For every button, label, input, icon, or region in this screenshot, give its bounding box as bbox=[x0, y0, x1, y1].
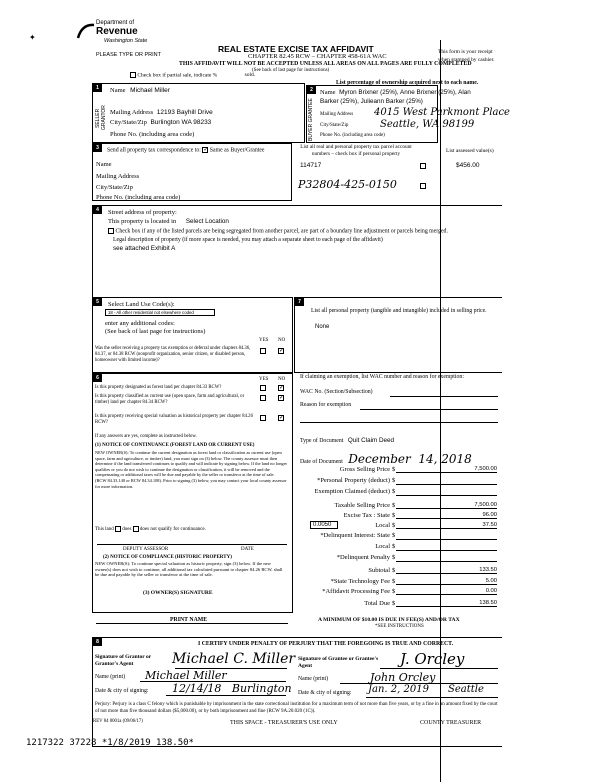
grantee-name: John Orcley bbox=[370, 671, 436, 684]
form-title: REAL ESTATE EXCISE TAX AFFIDAVIT bbox=[218, 44, 374, 54]
form-warning: THIS AFFIDAVIT WILL NOT BE ACCEPTED UNLESS ALL AREAS ON ALL PAGES ARE FULLY COMPLETED bbox=[179, 61, 472, 67]
parcel-1-value: $456.00 bbox=[456, 162, 480, 169]
seller-mailing-label: Mailing Address bbox=[110, 109, 154, 116]
grantee-name-label: Name (print) bbox=[298, 676, 329, 682]
additional-codes-label: enter any additional codes: bbox=[105, 320, 175, 327]
grantor-date-label: Date & city of signing: bbox=[95, 688, 149, 694]
does-not-qualify-checkbox[interactable] bbox=[133, 526, 139, 532]
forest-q1-yes-checkbox[interactable] bbox=[260, 385, 266, 391]
section-4-street bbox=[92, 205, 502, 297]
treasurer-use: THIS SPACE - TREASURER'S USE ONLY bbox=[230, 720, 338, 726]
corr-phone-label: Phone No. (including area code) bbox=[96, 194, 181, 201]
deputy-date-label: DATE bbox=[241, 547, 254, 552]
section-7-personal-property bbox=[294, 297, 502, 373]
personal-property-value: None bbox=[315, 324, 330, 330]
personal-property-label: List all personal property (tangible and intangible) included in selling price. bbox=[311, 308, 487, 314]
forest-q3-no-checkbox[interactable]: ✓ bbox=[279, 415, 285, 421]
notice1-text: NEW OWNER(S): To continue the current designation as forest land or classification as current use (open space, farm and agriculture, or timber) land, you must sign on (3) below. The county assessor must then determine if the land transferred continues to qualify and will indicate by signing below. If the land no longer qualifies or you do not wish to continue the designation or classification, it will be removed and the compensating or additional taxes will be due and payable by the seller or transferor at the time of sale. (RCW 84.33.140 or RCW 84.34.108). Prior to signing (3) below, you may contact your local county assessor for more information. bbox=[95, 450, 287, 489]
agency-line3: Washington State bbox=[104, 38, 148, 44]
local-rate-input[interactable]: 0.0050 bbox=[310, 521, 338, 529]
section-1-seller bbox=[92, 83, 305, 143]
cashier-stamp: 1217322 37228 *1/8/2019 138.50* bbox=[26, 738, 194, 748]
minimum-fee-note: A MINIMUM OF $10.00 IS DUE IN FEE(S) AND/OR TAX bbox=[318, 617, 460, 623]
seller-name-label: Name bbox=[110, 87, 126, 94]
grantor-date-line bbox=[166, 695, 286, 696]
ownership-instructions: List percentage of ownership acquired next to each name. bbox=[336, 80, 479, 86]
seller-mailing: 12193 Bayhill Drive bbox=[156, 109, 213, 116]
section-3-badge: 3 bbox=[93, 144, 102, 152]
receipt-note: This form is your receipt when stamped by cashier. bbox=[438, 49, 495, 63]
exemption-claim: If claiming an exemption, list WAC number and reason for exemption: bbox=[300, 374, 464, 380]
see-back: (See back of last page for instructions) bbox=[252, 68, 330, 73]
forest-no-header: NO bbox=[278, 377, 286, 382]
legal-description-value: see attached Exhibit A bbox=[113, 245, 176, 252]
buyer-city-label: City/State/Zip bbox=[320, 123, 349, 128]
buyer-city: Seattle, WA 98199 bbox=[380, 119, 475, 130]
forest-q3: Is this property receiving special valuation as historical property per chapter 84.26 RCW? bbox=[95, 414, 253, 425]
land-use-code-select[interactable]: 18 - All other residential not elsewhere coded bbox=[105, 309, 215, 316]
doc-date-value: December 14, 2018 bbox=[348, 452, 472, 466]
corr-city-label: City/State/Zip bbox=[96, 184, 133, 191]
grantee-sig-line bbox=[380, 668, 498, 669]
segregated-label: Check box if any of the listed parcels are being segregated from another parcel, are part of a boundary line adjustment or parcels being merged. bbox=[115, 228, 448, 235]
buyer-mailing: 4015 West Parkmont Place bbox=[374, 107, 510, 118]
q1-no-checkbox[interactable]: ✓ bbox=[279, 348, 285, 354]
correspondence-label: Send all property tax correspondence to: bbox=[107, 147, 201, 154]
forest-q2-no-checkbox[interactable]: ✓ bbox=[279, 395, 285, 401]
deputy-assessor-line bbox=[97, 544, 287, 545]
grantee-date: Jan. 2, 2019 Seattle bbox=[368, 684, 484, 695]
same-as-buyer-label: Same as Buyer/Grantee bbox=[209, 147, 265, 154]
forest-q2-yes-checkbox[interactable] bbox=[260, 395, 266, 401]
agency-line2: Revenue bbox=[96, 26, 138, 37]
section-5-badge: 5 bbox=[93, 298, 102, 306]
wac-line bbox=[390, 396, 498, 397]
seller-name: Michael Miller bbox=[130, 87, 170, 94]
notice2-text: NEW OWNER(S): To continue special valuation as historic property, sign (3) below. If the new owner(s) does not wish to continue, all additional tax calculated pursuant to chapter 84.26 RCW, shall be due and payable by the seller or transferor at the time of sale. bbox=[95, 561, 283, 578]
partial-sale-checkbox[interactable] bbox=[130, 72, 136, 78]
notice1-title: (1) NOTICE OF CONTINUANCE (FOREST LAND OR CURRENT USE) bbox=[95, 443, 255, 448]
assessed-header: List assessed value(s) bbox=[446, 148, 494, 154]
section-3-correspondence bbox=[92, 143, 292, 201]
buyer-name-line2: Barker (25%), Julieann Barker (25%) bbox=[320, 98, 423, 105]
forest-yes-header: YES bbox=[259, 377, 269, 382]
see-instructions: *SEE INSTRUCTIONS bbox=[375, 624, 424, 629]
forest-q2: Is this property classified as current use (open space, farm and agricultural, or timber) land per chapter 84.34 RCW? bbox=[95, 394, 245, 405]
grantor-signature: Michael C. Miller bbox=[172, 651, 296, 667]
certify-statement: I CERTIFY UNDER PENALTY OF PERJURY THAT THE FOREGOING IS TRUE AND CORRECT. bbox=[198, 641, 454, 647]
form-chapter: CHAPTER 82.45 RCW – CHAPTER 458-61A WAC bbox=[248, 53, 387, 60]
same-as-buyer-checkbox[interactable]: ✓ bbox=[203, 147, 209, 153]
seller-vlabel: SELLER GRANTOR bbox=[95, 105, 107, 131]
legal-description-label: Legal description of property (if more space is needed, you may attach a separate sheet to each page of the affidavit) bbox=[113, 237, 383, 243]
section-7-badge: 7 bbox=[295, 298, 304, 306]
q1-yes-header: YES bbox=[259, 338, 269, 343]
grantee-date-line bbox=[366, 697, 498, 698]
parcel-1-number: 114717 bbox=[300, 162, 322, 169]
grantor-date: 12/14/18 Burlington bbox=[172, 682, 292, 695]
agency-line1: Department of bbox=[96, 20, 135, 26]
section-1-badge: 1 bbox=[93, 84, 102, 92]
parcel-1-personal-checkbox[interactable] bbox=[420, 163, 426, 169]
forest-q1-no-checkbox[interactable]: ✓ bbox=[279, 385, 285, 391]
grantee-signature: J. Orcley bbox=[400, 650, 465, 668]
seller-city-label: City/State/Zip bbox=[110, 119, 147, 126]
section-8-badge: 8 bbox=[93, 638, 102, 646]
section-5-land-use bbox=[92, 297, 293, 373]
located-in-label: This property is located in bbox=[108, 218, 177, 225]
reason-line-2 bbox=[300, 422, 498, 423]
please-type: PLEASE TYPE OR PRINT bbox=[96, 52, 162, 58]
doc-type-label: Type of Document bbox=[300, 438, 344, 444]
buyer-phone-label: Phone No. (including area code) bbox=[320, 133, 385, 138]
perjury-note: Perjury: Perjury is a class C felony which is punishable by imprisonment in the state correctional institution for a maximum term of not more than five years, or by a fine in an amount fixed by the court of not more than five thousand dollars ($5,000.00), or by both imprisonment and fine (RCW 9A.20.020 (1C)). bbox=[95, 702, 498, 714]
partial-sale: Check box if partial sale, indicate % sold. bbox=[130, 72, 255, 78]
grantor-name: Michael Miller bbox=[145, 669, 227, 682]
grantee-date-label: Date & city of signing: bbox=[298, 690, 352, 696]
q1-no-header: NO bbox=[278, 338, 286, 343]
land-use-label: Select Land Use Code(s): bbox=[108, 301, 175, 308]
forest-q3-yes-checkbox[interactable] bbox=[260, 415, 266, 421]
seller-phone-label: Phone No. (including area code) bbox=[110, 131, 195, 138]
forest-if-yes: If any answers are yes, complete as instructed below. bbox=[95, 434, 197, 439]
doc-type bbox=[300, 437, 394, 444]
section-2-badge: 2 bbox=[307, 86, 316, 94]
grantor-name-label: Name (print) bbox=[95, 674, 126, 680]
revenue-logo-swoosh-icon bbox=[76, 22, 96, 40]
revenue-logo bbox=[74, 20, 154, 50]
doc-date bbox=[300, 452, 472, 466]
deputy-assessor-label: DEPUTY ASSESSOR bbox=[123, 547, 169, 552]
section-6-forest bbox=[92, 373, 293, 613]
does-not-label: does not qualify for continuance. bbox=[139, 527, 206, 533]
corr-name-label: Name bbox=[96, 161, 112, 168]
segregated-checkbox[interactable] bbox=[108, 228, 114, 234]
county-treasurer: COUNTY TREASURER bbox=[420, 720, 482, 726]
section-4-badge: 4 bbox=[93, 206, 102, 214]
exemption-question: Was the seller receiving a property tax exemption or deferral under chapters 84.36, 84.37, or 84.38 RCW (nonprofit organization, senior citizen, or disabled person, homeowner with limited income)? bbox=[95, 346, 251, 363]
wac-label: WAC No. (Section/Subsection) bbox=[300, 389, 373, 395]
grantor-sig-label: Signature of Grantor or Grantor's Agent bbox=[95, 654, 152, 667]
doc-type-value: Quit Claim Deed bbox=[347, 437, 395, 444]
reason-label: Reason for exemption bbox=[300, 402, 352, 408]
this-land-label: This land bbox=[95, 527, 114, 533]
does-qualify-checkbox[interactable] bbox=[115, 526, 121, 532]
section-6-badge: 6 bbox=[93, 374, 102, 382]
seller-city: Burlington WA 98233 bbox=[150, 119, 212, 126]
land-use-see-back: (See back of last page for instructions) bbox=[105, 328, 206, 335]
owner-signature-label: (3) OWNER(S) SIGNATURE bbox=[143, 590, 213, 596]
corr-mailing-label: Mailing Address bbox=[96, 173, 140, 180]
buyer-vlabel: BUYER GRANTEE bbox=[308, 98, 314, 142]
corner-mark: ✦ bbox=[29, 33, 36, 42]
print-name-line bbox=[96, 623, 288, 624]
buyer-mailing-label: Mailing Address bbox=[320, 112, 354, 117]
parcel-2-personal-checkbox[interactable] bbox=[420, 183, 426, 189]
reason-line bbox=[360, 409, 498, 410]
grantee-sig-label: Signature of Grantee or Grantee's Agent bbox=[298, 656, 379, 669]
print-name-label: PRINT NAME bbox=[170, 617, 208, 623]
buyer-name-label: Name bbox=[320, 89, 336, 96]
notice2-title: (2) NOTICE OF COMPLIANCE (HISTORIC PROPERTY) bbox=[103, 555, 232, 560]
location-select[interactable]: Select Location bbox=[185, 218, 229, 225]
parcels-header: List all real and personal property tax parcel account numbers – check box if personal property bbox=[300, 144, 412, 157]
buyer-name-line1: Myron Brixner (25%), Anne Brixner (25%), Alan bbox=[339, 89, 471, 96]
parcel-2-number: P32804-425-0150 bbox=[298, 178, 397, 191]
street-label: Street address of property: bbox=[108, 209, 177, 216]
q1-yes-checkbox[interactable] bbox=[260, 348, 266, 354]
rev-number: REV 84 0001a (09/06/17) bbox=[93, 719, 143, 724]
forest-q1: Is this property designated as forest land per chapter 84.33 RCW? bbox=[95, 385, 222, 390]
does-label: does bbox=[122, 527, 132, 533]
doc-date-label: Date of Document bbox=[300, 459, 343, 465]
